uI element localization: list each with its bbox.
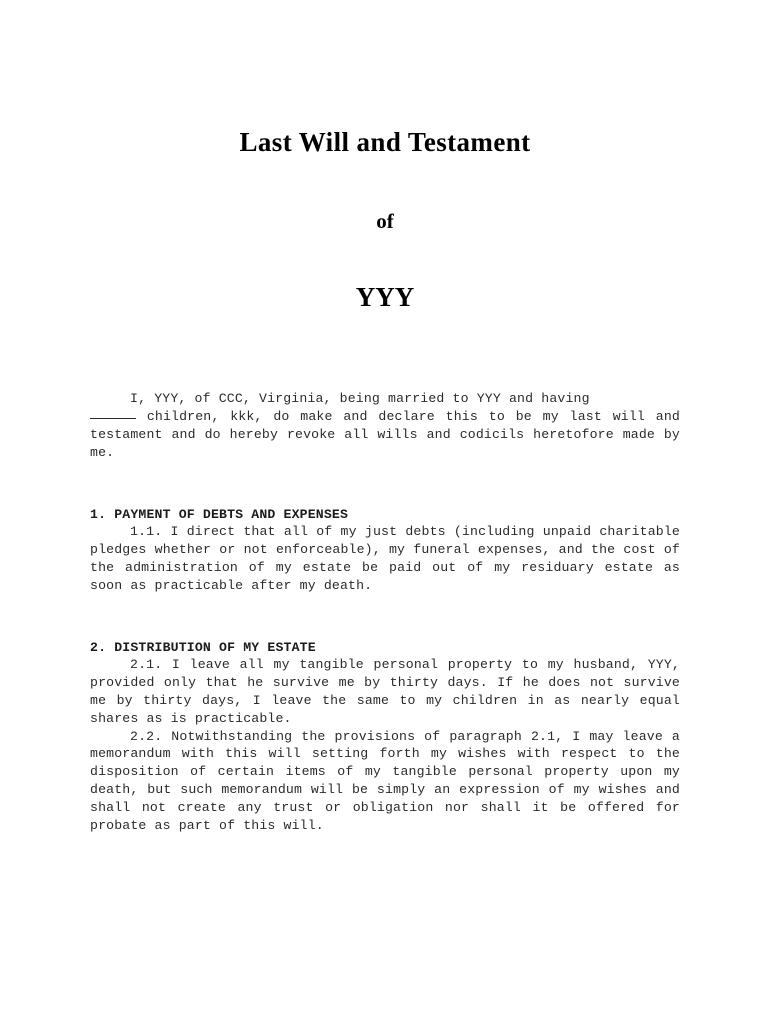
preamble-text-part2: children, kkk, do make and declare this to be my last will and testament and do hereby revoke all wills and codicils heretofore made by me. (90, 409, 680, 460)
section-heading-2: 2. DISTRIBUTION OF MY ESTATE (90, 639, 316, 655)
title-connector: of (376, 208, 394, 233)
preamble-paragraph (90, 390, 680, 461)
section-1-paragraph-1: 1.1. I direct that all of my just debts (including unpaid charitable pledges whether or not enforceable), my funeral expenses, and the cost of the administration of my estate be paid out of my residuary estate as soon as practicable after my death. (90, 524, 680, 593)
document-title-block (90, 0, 680, 312)
fill-in-blank (90, 418, 136, 419)
preamble-text-part1: I, YYY, of CCC, Virginia, being married to YYY and having (130, 391, 590, 407)
document-body (90, 312, 680, 834)
section-2-paragraph-1: 2.1. I leave all my tangible personal property to my husband, YYY, provided only that he survive me by thirty days. If he does not survive me by thirty days, I leave the same to my children in as nearly equal shares as is practicable. (90, 657, 680, 726)
section-2-paragraph-2: 2.2. Notwithstanding the provisions of paragraph 2.1, I may leave a memorandum with this will setting forth my wishes with respect to the disposition of certain items of my tangible personal property upon my death, but such memorandum will be simply an expression of my wishes and shall not create any trust or obligation nor shall it be offered for probate as part of this will. (90, 728, 680, 833)
section-heading-1: 1. PAYMENT OF DEBTS AND EXPENSES (90, 506, 349, 522)
testator-name: YYY (355, 281, 415, 312)
page-title: Last Will and Testament (239, 127, 531, 157)
